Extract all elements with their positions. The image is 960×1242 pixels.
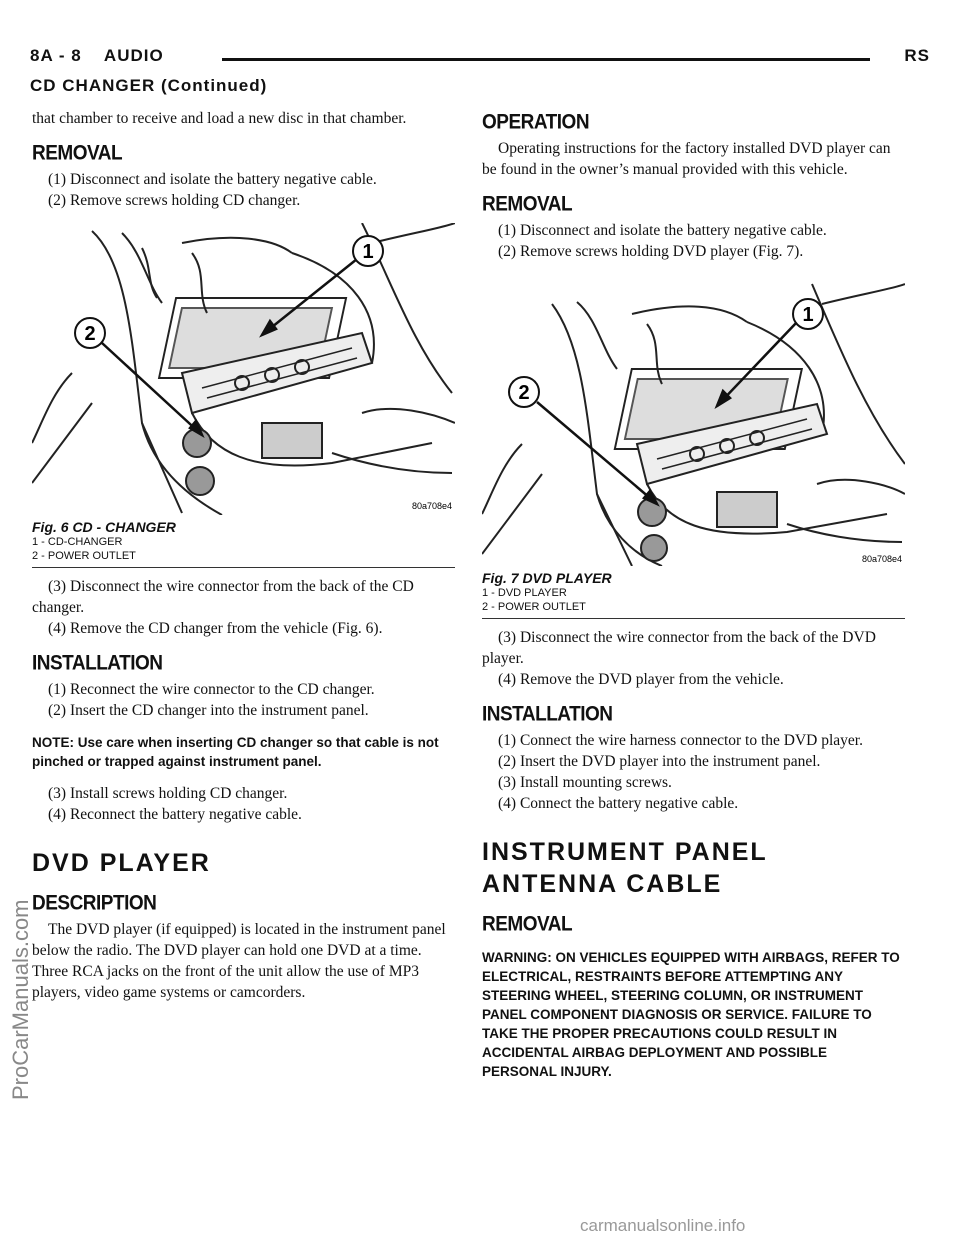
removal-step-3: (3) Disconnect the wire connector from the back of the CD changer. (32, 578, 414, 616)
fig6-title: Fig. 6 CD - CHANGER (32, 519, 176, 535)
install-step-4: (4) Reconnect the battery negative cable. (48, 806, 302, 823)
fig7-code: 80a708e4 (861, 554, 902, 564)
removal-step-2: (2) Remove screws holding CD changer. (48, 192, 301, 209)
installation-heading: INSTALLATION (32, 651, 163, 675)
dvd-removal-step-1: (1) Disconnect and isolate the battery negative cable. (498, 222, 827, 239)
page-header (30, 46, 930, 72)
continued-heading: CD CHANGER (Continued) (30, 76, 268, 95)
install-note: NOTE: Use care when inserting CD changer so that cable is not pinched or trapped against instrument panel. (32, 735, 439, 769)
operation-text: Operating instructions for the factory installed DVD player can be found in the owner’s manual provided with this vehicle. (482, 140, 891, 178)
fig6-code: 80a708e4 (411, 501, 452, 511)
fig6-legend (32, 535, 455, 568)
dvd-installation-heading: INSTALLATION (482, 702, 613, 726)
header-rule (222, 58, 870, 61)
removal-step-4: (4) Remove the CD changer from the vehicle (Fig. 6). (48, 620, 383, 637)
dvd-player-heading: DVD PLAYER (32, 849, 211, 877)
fig6-callout-2: 2 (84, 323, 96, 345)
removal-step-1: (1) Disconnect and isolate the battery negative cable. (48, 171, 377, 188)
removal-heading: REMOVAL (32, 141, 123, 165)
fig7-title: Fig. 7 DVD PLAYER (482, 570, 612, 586)
dvd-install-step-3: (3) Install mounting screws. (498, 774, 672, 791)
dvd-removal-step-3: (3) Disconnect the wire connector from the back of the DVD player. (482, 629, 876, 667)
antenna-cable-heading: INSTRUMENT PANEL ANTENNA CABLE (482, 838, 768, 898)
antenna-removal-heading: REMOVAL (482, 912, 573, 936)
fig7-callout-2: 2 (518, 382, 530, 404)
intro-text: that chamber to receive and load a new disc in that chamber. (32, 110, 407, 127)
description-heading: DESCRIPTION (32, 891, 157, 915)
fig7-callout-1: 1 (802, 304, 814, 326)
dvd-removal-heading: REMOVAL (482, 192, 573, 216)
description-text: The DVD player (if equipped) is located in the instrument panel below the radio. The DVD player can hold one DVD at a time. Three RCA jacks on the front of the unit allow the use of MP3 players, video game systems or camcorders. (32, 921, 446, 1001)
page-header-code: RS (904, 46, 930, 65)
dvd-removal-step-2: (2) Remove screws holding DVD player (Fig. 7). (498, 243, 804, 260)
right-column (482, 108, 905, 1093)
figure-7 (482, 274, 905, 566)
fig6-legend-item: 1 - CD-CHANGER (32, 536, 123, 548)
install-step-3: (3) Install screws holding CD changer. (48, 785, 288, 802)
dvd-removal-step-4: (4) Remove the DVD player from the vehicle. (498, 671, 784, 688)
dvd-player-illustration (482, 274, 905, 566)
fig6-legend-item: 2 - POWER OUTLET (32, 550, 136, 562)
airbag-warning: WARNING: ON VEHICLES EQUIPPED WITH AIRBAGS, REFER TO ELECTRICAL, RESTRAINTS BEFORE ATTEMPTING ANY STEERING WHEEL, STEERING COLUMN, OR INSTRUMENT PANEL COMPONENT DIAGNOSIS OR SERVICE. FAILURE TO TAKE THE PROPER PRECAUTIONS COULD RESULT IN ACCIDENTAL AIRBAG DEPLOYMENT AND POSSIBLE PERSONAL INJURY. (482, 950, 900, 1079)
side-watermark: ProCarManuals.com (8, 899, 33, 1100)
dvd-install-step-1: (1) Connect the wire harness connector to the DVD player. (498, 732, 863, 749)
left-column (32, 108, 455, 1003)
operation-heading: OPERATION (482, 110, 590, 134)
footer-watermark: carmanualsonline.info (580, 1216, 746, 1235)
dvd-install-step-4: (4) Connect the battery negative cable. (498, 795, 739, 812)
fig6-callout-1: 1 (362, 241, 374, 263)
dvd-install-step-2: (2) Insert the DVD player into the instrument panel. (498, 753, 821, 770)
cd-changer-illustration (32, 223, 455, 515)
fig7-legend-item: 2 - POWER OUTLET (482, 601, 586, 613)
fig7-legend-item: 1 - DVD PLAYER (482, 587, 567, 599)
figure-6 (32, 223, 455, 515)
page-header-section: 8A - 8 AUDIO (30, 46, 164, 65)
install-step-1: (1) Reconnect the wire connector to the CD changer. (48, 681, 375, 698)
install-step-2: (2) Insert the CD changer into the instrument panel. (48, 702, 369, 719)
fig7-legend (482, 586, 905, 619)
